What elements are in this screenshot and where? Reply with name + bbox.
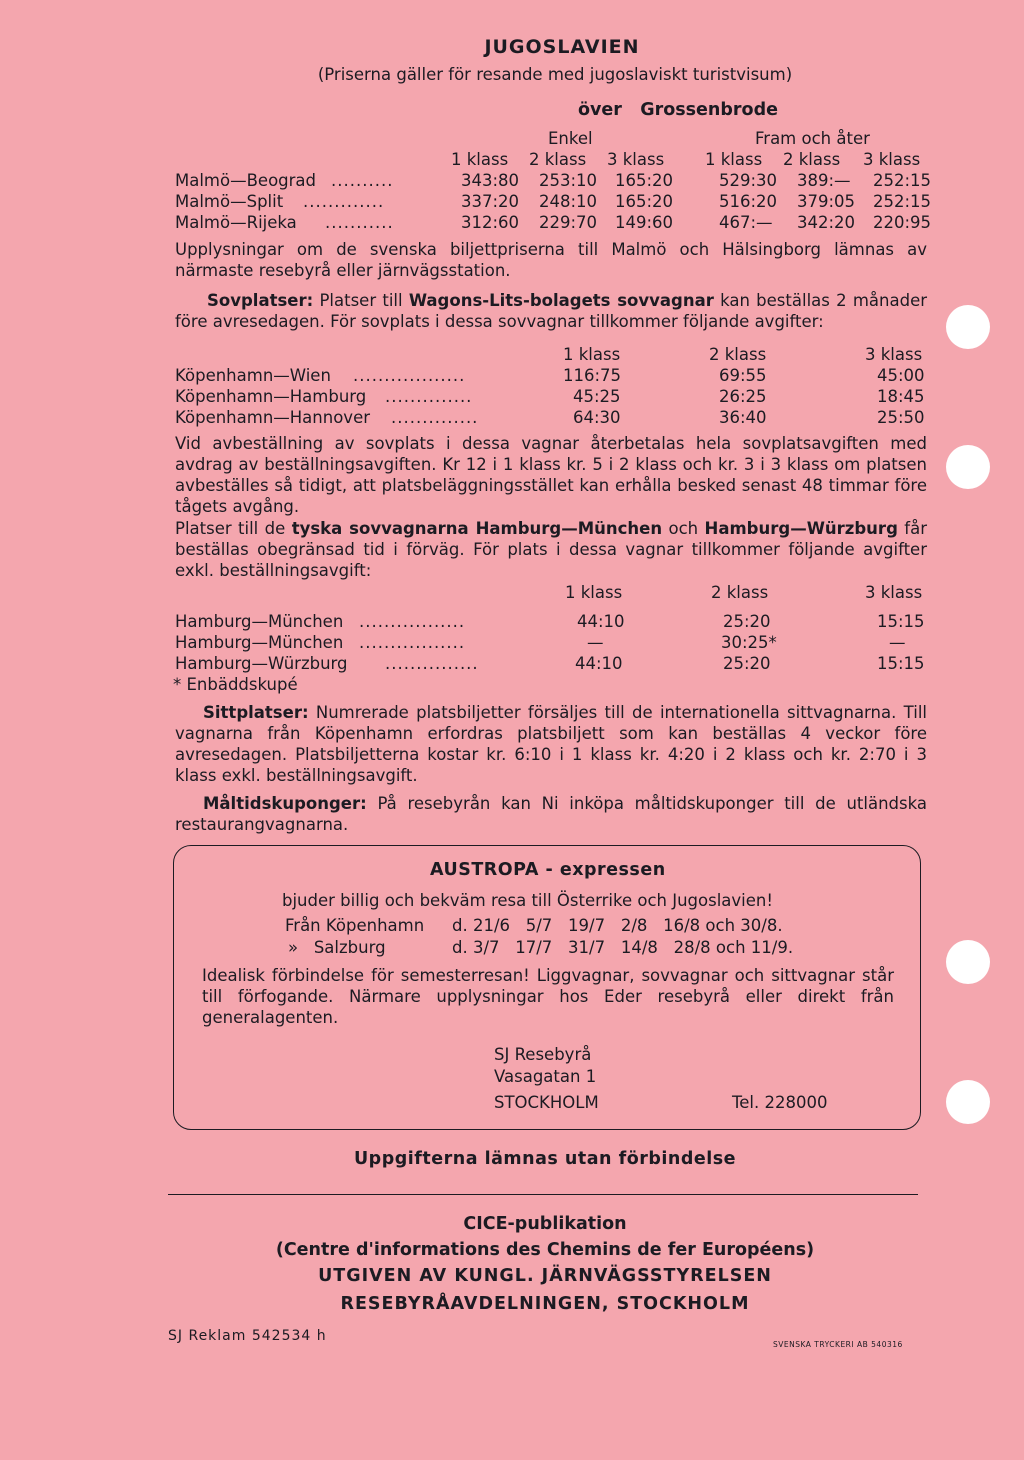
fare-value: 379:05 [797, 192, 856, 211]
route-name: Köpenhamn—Hamburg [175, 387, 367, 406]
binder-hole-2 [946, 445, 990, 489]
leader-dots: ................. [359, 633, 466, 652]
fare-value: 220:95 [873, 213, 932, 232]
german-text-c: får beställas obegränsad tid i förväg. För plats i dessa vagnar tillkommer följande avgifter exkl. beställningsavgift: [175, 519, 927, 580]
fram-label: Fram och åter [755, 129, 870, 148]
table-row [175, 408, 935, 429]
table-row [175, 387, 935, 408]
seats-body: Numrerade platsbiljetter försäljes till de internationella sittvagnarna. Till vagnarna från Köpenhamn erfordras platsbiljett som kan beställas 4 veckor före avresedagen. Platsbiljetterna kostar kr. 6:10 i 1 klass kr. 4:20 i 2 klass och kr. 2:70 i 3 klass exkl. beställningsavgift. [175, 703, 927, 785]
fare-value: 252:15 [873, 171, 932, 190]
table-row [175, 213, 935, 234]
page-title: JUGOSLAVIEN [484, 36, 640, 58]
fare-value: 15:15 [877, 612, 925, 631]
sleeper-company: Wagons-Lits-bolagets sovvagnar [408, 291, 714, 310]
footer-line3: UTGIVEN AV KUNGL. JÄRNVÄGSSTYRELSEN [318, 1266, 772, 1286]
route-name: Hamburg—München [175, 612, 344, 631]
sleeper-class-header [175, 345, 935, 366]
ad-address-1: SJ Resebyrå [494, 1045, 592, 1064]
ad-line1: bjuder billig och bekväm resa till Österrike och Jugoslavien! [282, 891, 773, 910]
fare-value: 149:60 [615, 213, 674, 232]
disclaimer: Uppgifterna lämnas utan förbindelse [353, 1149, 737, 1169]
german-class-header [175, 583, 935, 604]
class-header: 3 klass [607, 150, 665, 169]
fare-value: 36:40 [719, 408, 767, 427]
table-row [175, 633, 935, 654]
fare-value: 64:30 [573, 408, 621, 427]
fare-value: 342:20 [797, 213, 856, 232]
route-header: över Grossenbrode [578, 100, 778, 120]
table-row [175, 654, 935, 675]
class-header: 2 klass [709, 345, 767, 364]
ad-title: AUSTROPA - expressen [430, 860, 666, 880]
table-row [175, 366, 935, 387]
binder-hole-1 [946, 305, 990, 349]
class-header: 1 klass [705, 150, 763, 169]
class-header: 2 klass [783, 150, 841, 169]
footer-line2: (Centre d'informations des Chemins de fer Européens) [275, 1240, 815, 1260]
leader-dots: ........... [325, 213, 394, 232]
table-row [175, 192, 935, 213]
fare-value: — [587, 633, 604, 652]
route-name: Hamburg—Würzburg [175, 654, 348, 673]
fare-value: 18:45 [877, 387, 925, 406]
leader-dots: ................. [359, 612, 466, 631]
sleeper-text-b: kan beställas 2 månader före avresedagen. För sovplats i dessa sovvagnar tillkommer följande avgifter: [175, 291, 928, 331]
meals-lead: Måltidskuponger: [203, 794, 367, 813]
fare-value: 45:00 [877, 366, 925, 385]
fare-value: 30:25* [721, 633, 777, 652]
ad-from2-label: » Salzburg [288, 938, 386, 957]
leader-dots: ............. [303, 192, 385, 211]
fare-value: 467:— [719, 213, 773, 232]
route-name: Hamburg—München [175, 633, 344, 652]
footer-line4: RESEBYRÅAVDELNINGEN, STOCKHOLM [340, 1294, 750, 1314]
page-subtitle: (Priserna gäller för resande med jugoslaviskt turistvisum) [317, 65, 793, 84]
fare-value: 389:— [797, 171, 851, 190]
fare-class-header [175, 150, 935, 171]
printer-mark: SVENSKA TRYCKERI AB 540316 [773, 1340, 903, 1349]
fare-value: 337:20 [461, 192, 520, 211]
class-header: 3 klass [863, 150, 921, 169]
meals-body: På resebyrån kan Ni inköpa måltidskuponger till de utländska restaurangvagnarna. [175, 794, 927, 834]
route-name: Köpenhamn—Wien [175, 366, 331, 385]
class-header: 2 klass [711, 583, 769, 602]
binder-hole-4 [946, 1080, 990, 1124]
german-text-a: Platser till de [175, 519, 292, 538]
footnote: * Enbäddskupé [173, 675, 298, 694]
german-bold-a: tyska sovvagnarna Hamburg—München [291, 519, 663, 538]
fare-value: 26:25 [719, 387, 767, 406]
footer-line1: CICE-publikation [463, 1214, 627, 1234]
fare-value: 229:70 [539, 213, 598, 232]
ad-address-2: Vasagatan 1 [494, 1067, 597, 1086]
seats-lead: Sittplatser: [203, 703, 309, 722]
sleeper-lead: Sovplatser: [207, 291, 314, 310]
meals-text [175, 793, 927, 835]
divider [168, 1194, 918, 1195]
class-header: 1 klass [563, 345, 621, 364]
ad-from1-label: Från Köpenhamn [285, 916, 425, 935]
class-header: 3 klass [865, 583, 923, 602]
leader-dots: .............. [385, 387, 473, 406]
fare-value: 15:15 [877, 654, 925, 673]
fare-value: 45:25 [573, 387, 621, 406]
table-row [175, 171, 935, 192]
class-header: 3 klass [865, 345, 923, 364]
fare-value: 165:20 [615, 171, 674, 190]
german-bold-b: Hamburg—Würzburg [704, 519, 898, 538]
leader-dots: .................. [353, 366, 466, 385]
ad-tel: Tel. 228000 [732, 1093, 828, 1112]
sleeper-text [175, 290, 927, 332]
fare-value: — [889, 633, 906, 652]
leader-dots: ............... [385, 654, 479, 673]
fare-value: 116:75 [563, 366, 622, 385]
leader-dots: .......... [331, 171, 394, 190]
german-text-b: och [662, 519, 705, 538]
route-name: Malmö—Rijeka [175, 213, 297, 232]
fare-value: 165:20 [615, 192, 674, 211]
fare-value: 25:20 [723, 612, 771, 631]
fare-value: 312:60 [461, 213, 520, 232]
fare-value: 69:55 [719, 366, 767, 385]
footer-ref: SJ Reklam 542534 h [168, 1328, 327, 1344]
fare-value: 44:10 [575, 654, 623, 673]
class-header: 1 klass [451, 150, 509, 169]
fare-value: 516:20 [719, 192, 778, 211]
ad-address-3: STOCKHOLM [494, 1093, 599, 1112]
sleeper-text-a: Platser till [313, 291, 409, 310]
german-text [175, 518, 927, 581]
fare-value: 529:30 [719, 171, 778, 190]
fare-value: 25:50 [877, 408, 925, 427]
binder-hole-3 [946, 940, 990, 984]
ad-body: Idealisk förbindelse för semesterresan! Liggvagnar, sovvagnar och sittvagnar står till förfogande. Närmare upplysningar hos Eder resebyrå eller direkt från generalagenten. [202, 966, 894, 1027]
fare-value: 343:80 [461, 171, 520, 190]
fare-value: 44:10 [577, 612, 625, 631]
class-header: 1 klass [565, 583, 623, 602]
route-name: Malmö—Split [175, 192, 284, 211]
enkel-label: Enkel [548, 129, 593, 148]
ad-from2-dates: d. 3/7 17/7 31/7 14/8 28/8 och 11/9. [452, 938, 794, 957]
fare-value: 248:10 [539, 192, 598, 211]
ad-from1-dates: d. 21/6 5/7 19/7 2/8 16/8 och 30/8. [452, 916, 783, 935]
cancel-text: Vid avbeställning av sovplats i dessa vagnar återbetalas hela sovplatsavgiften med avdrag av beställningsavgiften. Kr 12 i 1 klass kr. 5 i 2 klass och kr. 3 i 3 klass om platsen avbeställes så tidigt, att platsbeläggningsstället kan erhålla besked senast 48 timmar före tågets avgång. [175, 434, 927, 516]
table-row [175, 612, 935, 633]
leader-dots: .............. [391, 408, 479, 427]
info-text: Upplysningar om de svenska biljettpriserna till Malmö och Hälsingborg lämnas av närmaste resebyrå eller järnvägsstation. [175, 240, 927, 280]
route-name: Malmö—Beograd [175, 171, 317, 190]
class-header: 2 klass [529, 150, 587, 169]
fare-value: 252:15 [873, 192, 932, 211]
route-name: Köpenhamn—Hannover [175, 408, 371, 427]
fare-value: 253:10 [539, 171, 598, 190]
seats-text [175, 702, 927, 786]
fare-value: 25:20 [723, 654, 771, 673]
